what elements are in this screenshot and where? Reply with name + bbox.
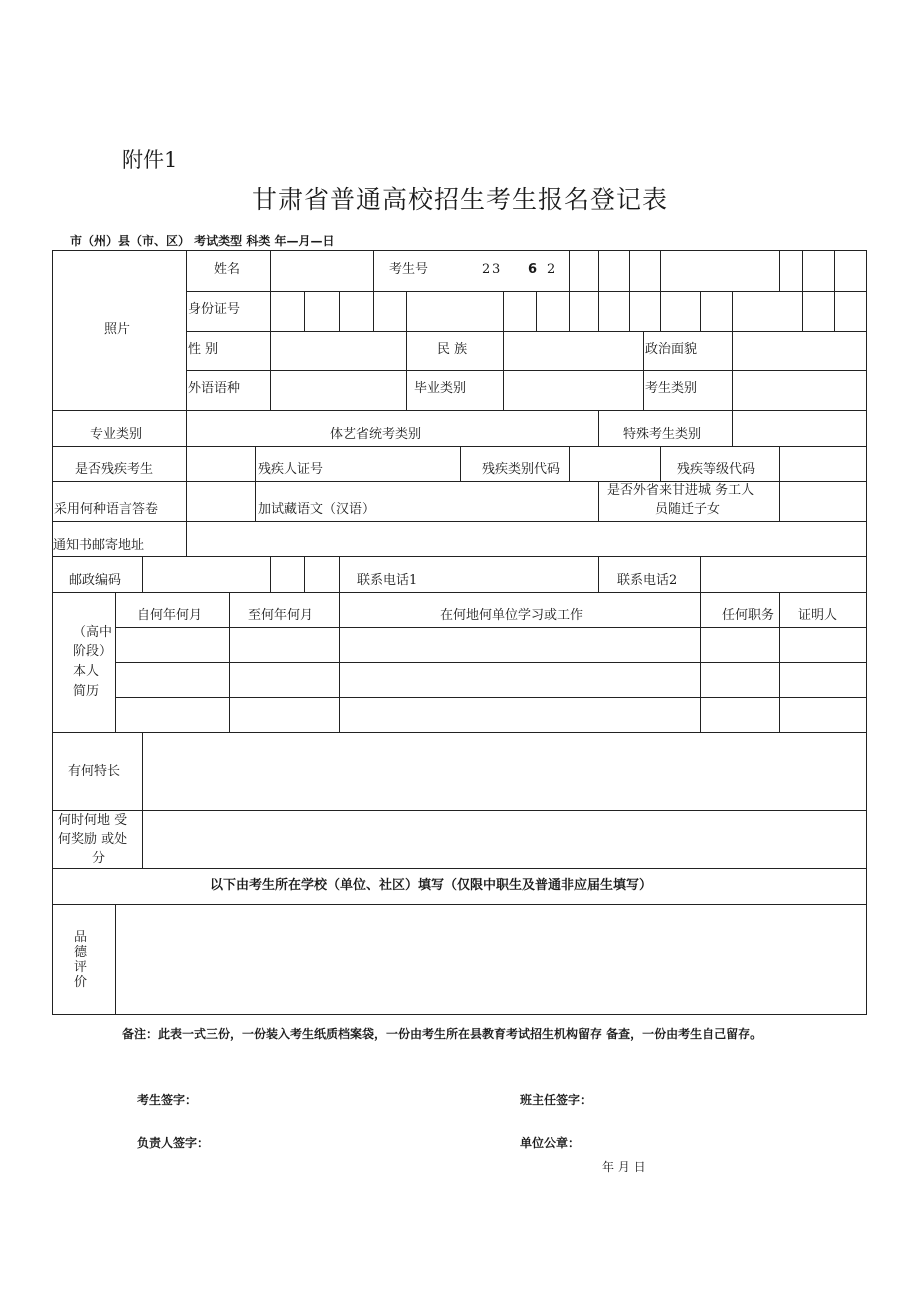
answer-language-field[interactable] — [187, 482, 255, 521]
exam-no-label: 考生号 — [389, 262, 429, 277]
name-field[interactable] — [271, 251, 373, 291]
resume-row[interactable] — [116, 628, 866, 662]
ethnicity-field[interactable] — [504, 332, 643, 370]
foreign-language-field[interactable] — [271, 371, 406, 410]
name-label: 姓名 — [214, 262, 241, 277]
exam-no-digit: 2 — [547, 262, 556, 277]
form-subtitle: 市（州）县（市、区） 考试类型 科类 年—月—日 — [70, 234, 335, 248]
exam-no-digit: 3 — [492, 262, 501, 277]
disabled-label: 是否残疾考生 — [75, 462, 154, 477]
school-section-heading: 以下由考生所在学校（单位、社区）填写（仅限中职生及普通非应届生填写） — [210, 878, 653, 893]
exam-no-digit: 6 — [528, 262, 538, 277]
mailing-address-label: 通知书邮寄地址 — [53, 538, 145, 553]
disability-level-code-label: 残疾等级代码 — [677, 462, 756, 477]
resume-row[interactable] — [116, 698, 866, 732]
phone2-label: 联系电话2 — [617, 573, 678, 588]
footer-note: 备注：此表一式三份，一份装入考生纸质档案袋，一份由考生所在县教育考试招生机构留存 备查，一份由考生自己留存。 — [122, 1027, 763, 1041]
specialty-field[interactable] — [143, 733, 866, 810]
political-status-label: 政治面貌 — [645, 342, 698, 357]
ethnicity-label: 民 族 — [437, 342, 468, 357]
foreign-language-label: 外语语种 — [188, 381, 241, 396]
migrant-children-label: 员随迁子女 — [655, 502, 721, 517]
gender-label: 性 别 — [188, 342, 219, 357]
phone2-field[interactable] — [701, 557, 866, 592]
graduation-type-field[interactable] — [504, 371, 643, 410]
leader-signature[interactable]: 负责人签字： — [137, 1136, 210, 1150]
resume-header-witness: 证明人 — [798, 608, 838, 623]
disabled-field[interactable] — [187, 447, 255, 481]
candidate-type-field[interactable] — [733, 371, 866, 410]
major-type-label: 专业类别 — [90, 427, 143, 442]
phone1-label: 联系电话1 — [357, 573, 418, 588]
moral-evaluation-field[interactable] — [116, 905, 866, 1014]
answer-language-label: 采用何种语言答卷 — [54, 502, 159, 517]
attachment-label: 附件1 — [122, 148, 178, 172]
gender-field[interactable] — [271, 332, 406, 370]
arts-exam-type-label: 体艺省统考类别 — [330, 427, 422, 442]
id-number-label: 身份证号 — [188, 302, 241, 317]
special-type-label: 特殊考生类别 — [623, 427, 702, 442]
disability-type-code-label: 残疾类别代码 — [482, 462, 561, 477]
postcode-label: 邮政编码 — [69, 573, 122, 588]
resume-header-place: 在何地何单位学习或工作 — [440, 608, 584, 623]
exam-no-digit: 2 — [482, 262, 491, 277]
mailing-address-field[interactable] — [187, 522, 866, 556]
resume-header-position: 任何职务 — [722, 608, 775, 623]
tibetan-extra-exam-label: 加试藏语文（汉语） — [258, 502, 376, 517]
head-teacher-signature[interactable]: 班主任签字： — [520, 1093, 593, 1107]
resume-header-from: 自何年何月 — [137, 608, 203, 623]
resume-header-to: 至何年何月 — [248, 608, 314, 623]
reward-punishment-field[interactable] — [143, 811, 866, 868]
specialty-label: 有何特长 — [68, 764, 121, 779]
disability-cert-label: 残疾人证号 — [258, 462, 324, 477]
postcode-field[interactable] — [143, 557, 270, 592]
candidate-type-label: 考生类别 — [645, 381, 698, 396]
disability-level-code-field[interactable] — [780, 447, 866, 481]
migrant-children-label: 是否外省来甘进城 务工人 — [607, 483, 755, 498]
signature-date: 年 月 日 — [602, 1160, 646, 1174]
unit-seal[interactable]: 单位公章： — [520, 1136, 581, 1150]
student-signature[interactable]: 考生签字： — [137, 1093, 198, 1107]
form-title: 甘肃省普通高校招生考生报名登记表 — [251, 185, 668, 214]
disability-type-code-field[interactable] — [570, 447, 660, 481]
resume-row[interactable] — [116, 663, 866, 697]
graduation-type-label: 毕业类别 — [414, 381, 467, 396]
migrant-children-field[interactable] — [780, 482, 866, 521]
special-type-field[interactable] — [733, 411, 866, 446]
photo-area[interactable]: 照片 — [104, 322, 131, 337]
id-number-field[interactable] — [271, 292, 866, 331]
political-status-field[interactable] — [733, 332, 866, 370]
